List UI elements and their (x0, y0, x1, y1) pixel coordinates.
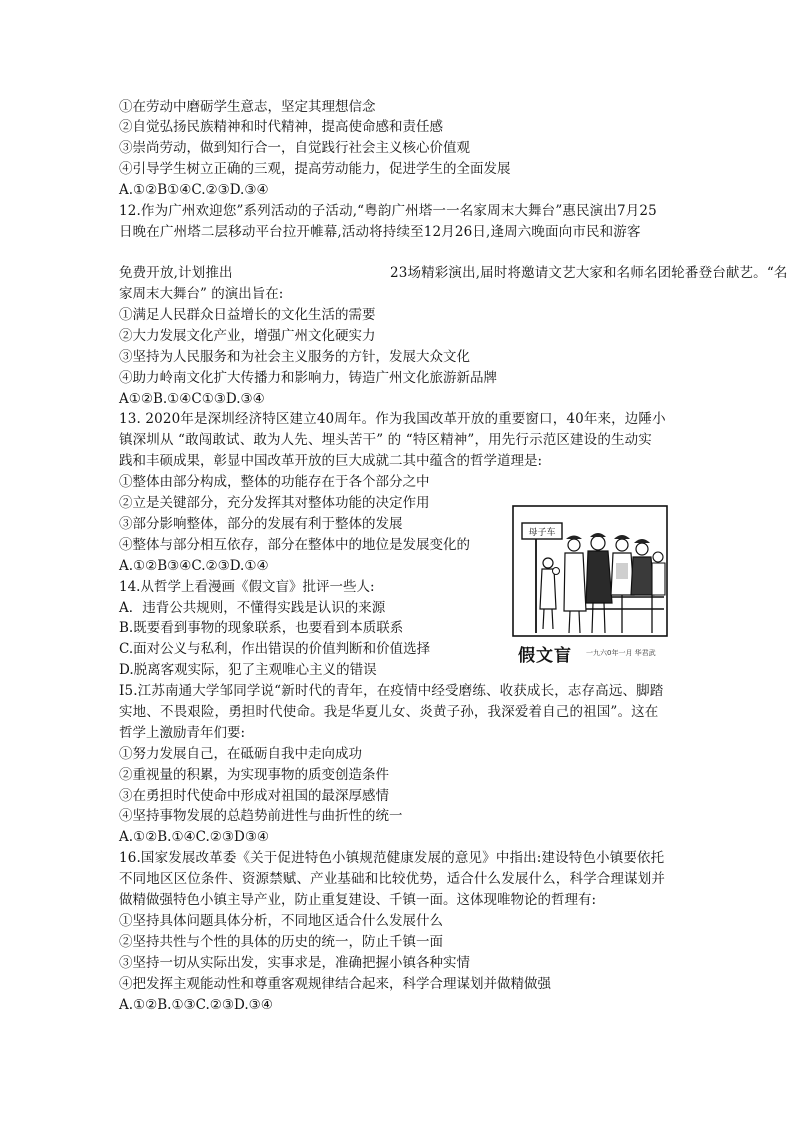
cartoon-caption: 假文盲 (518, 646, 572, 666)
question-15-text: 实地、不畏艰险，勇担时代使命。我是华夏儿女、炎黄子孙，我深爱着自己的祖国”。这在 (119, 704, 659, 720)
answer-choices: A.①②B.①④C.②③D③④ (119, 829, 270, 845)
option-line: ①满足人民群众日益增长的文化生活的需要 (119, 307, 376, 323)
option-line: ③坚持为人民服务和为社会主义服务的方针，发展大众文化 (119, 349, 470, 365)
question-12-fragment: 免费开放,计划推出 (119, 265, 233, 281)
question-15-text: I5.江苏南通大学邹同学说“新时代的青年，在疫情中经受磨练、收获成长，志存高远、脚踏 (119, 683, 664, 699)
cartoon-signature: 一九六0年一月 华君武 (586, 649, 656, 657)
question-12-text: 12.作为广州欢迎您”系列活动的子活动,“粤韵广州塔一一名家周末大舞台”惠民演出7月25 (119, 203, 657, 219)
option-line: ④助力岭南文化扩大传播力和影响力，铸造广州文化旅游新品牌 (119, 370, 497, 386)
option-line: ④坚持事物发展的总趋势前进性与曲折性的统一 (119, 808, 403, 824)
question-13-text: 镇深圳从 “敢闯敢试、敢为人先、埋头苦干” 的 “特区精神”，用先行示范区建设的生动实 (119, 432, 652, 448)
answer-choices: A①②B.①④C①③D.③④ (119, 391, 265, 407)
question-13-text: 践和丰硕成果，彰显中国改革开放的巨大成就二其中蕴含的哲学道理是: (119, 453, 543, 469)
question-16-text: 做精做强特色小镇主导产业，防止重复建设、千镇一面。这体现唯物论的哲理有: (119, 892, 597, 908)
option-line: ①在劳动中磨砺学生意志，坚定其理想信念 (119, 99, 376, 115)
option-line: ②坚持共性与个性的具体的历史的统一，防止千镇一面 (119, 934, 443, 950)
option-line: ④引导学生树立正确的三观，提高劳动能力，促进学生的全面发展 (119, 161, 511, 177)
option-line: ①努力发展自己，在砥砺自我中走向成功 (119, 746, 362, 762)
option-line: ①整体由部分构成，整体的功能存在于各个部分之中 (119, 474, 430, 490)
question-14-text: 14.从哲学上看漫画《假文盲》批评一些人: (119, 579, 375, 595)
answer-choices: A.①②B①④C.②③D.③④ (119, 182, 269, 198)
option-line: C.面对公义与私利，作出错误的价值判断和价值选择 (119, 641, 431, 657)
answer-choices: A.①②B③④C.②③D.①④ (119, 558, 269, 574)
option-line: A．违背公共规则，不懂得实践是认识的来源 (119, 600, 386, 616)
cartoon-sign-text: 母子车 (528, 528, 556, 538)
question-12-text (119, 264, 788, 282)
question-12-fragment: 23场精彩演出,届时将邀请文艺大家和名师名团轮番登台献艺。“名 (390, 265, 788, 281)
cartoon-drawing (512, 505, 668, 663)
option-line: ④把发挥主观能动性和尊重客观规律结合起来，科学合理谋划并做精做强 (119, 976, 551, 992)
option-line: ③在勇担时代使命中形成对祖国的最深厚感情 (119, 788, 389, 804)
option-line: ②立是关键部分，充分发挥其对整体功能的决定作用 (119, 495, 430, 511)
question-15-text: 哲学上激励青年们要: (119, 725, 246, 741)
cartoon-illustration (512, 505, 668, 666)
question-13-text: 13. 2020年是深圳经济特区建立40周年。作为我国改革开放的重要窗口，40年来，边陲小 (119, 411, 666, 427)
question-16-text: 16.国家发展改革委《关于促进特色小镇规范健康发展的意见》中指出:建设特色小镇要依托 (119, 850, 665, 866)
option-line: D.脱离客观实际，犯了主观唯心主义的错误 (119, 662, 377, 678)
option-line: B.既要看到事物的现象联系，也要看到本质联系 (119, 620, 404, 636)
answer-choices: A.①②B.①③C.②③D.③④ (119, 997, 273, 1013)
option-line: ③坚持一切从实际出发，实事求是，准确把握小镇各种实情 (119, 955, 470, 971)
option-line: ②大力发展文化产业，增强广州文化硬实力 (119, 328, 376, 344)
option-line: ③崇尚劳动，做到知行合一，自觉践行社会主义核心价值观 (119, 140, 470, 156)
option-line: ③部分影响整体，部分的发展有利于整体的发展 (119, 516, 403, 532)
question-16-text: 不同地区区位条件、资源禁赋、产业基础和比较优势，适合什么发展什么，科学合理谋划并 (119, 871, 665, 887)
option-line: ④整体与部分相互依存，部分在整体中的地位是发展变化的 (119, 537, 470, 553)
option-line: ②自觉弘扬民族精神和时代精神，提高使命感和责任感 (119, 119, 443, 135)
option-line: ②重视量的积累，为实现事物的质变创造条件 (119, 767, 389, 783)
question-12-text: 日晚在广州塔二层移动平台拉开帷幕,活动将持续至12月26日,逢周六晚面向市民和游客 (119, 224, 641, 240)
question-12-text: 家周末大舞台” 的演出旨在: (119, 286, 284, 302)
option-line: ①坚持具体问题具体分析，不同地区适合什么发展什么 (119, 913, 443, 929)
